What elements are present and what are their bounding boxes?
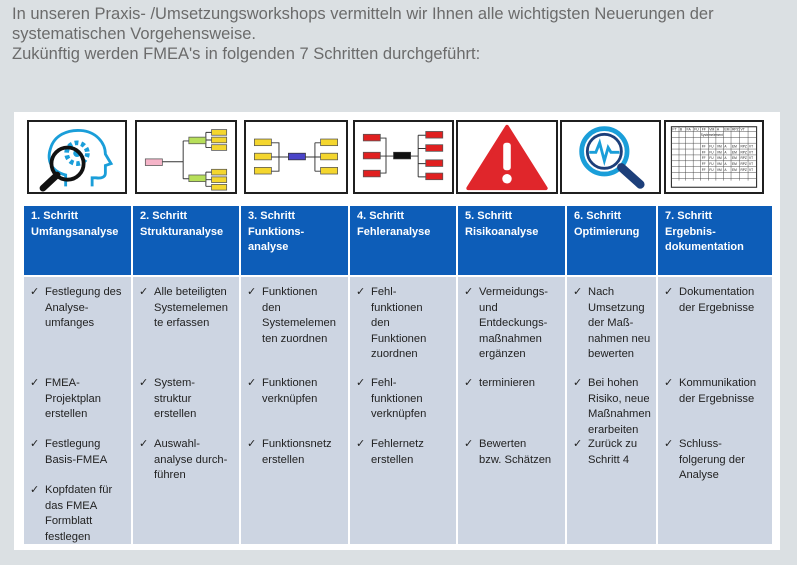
step-item-line: System-	[154, 377, 196, 389]
step-item-text	[262, 285, 346, 347]
form-label: RPZ	[740, 144, 747, 149]
form-label: VT	[749, 156, 754, 161]
intro-text	[12, 4, 792, 64]
step-item-line: Analyse	[679, 469, 719, 481]
step-item-line: Funktionen	[262, 377, 318, 389]
step-header-line: Ergebnis-	[665, 225, 716, 238]
step-header-line: Strukturanalyse	[140, 225, 224, 238]
step-item-line: Umsetzung	[588, 301, 645, 314]
checkmark-icon: ✓	[356, 377, 366, 389]
step-item-line: Schluss-	[679, 438, 722, 450]
step-item-line: Auswahl-	[154, 438, 201, 450]
step-header-line: 3. Schritt	[248, 210, 296, 222]
warning-triangle-icon	[456, 120, 558, 194]
step-item-text	[371, 437, 454, 468]
optimization-magnifier-icon	[560, 120, 661, 194]
step-item-text	[262, 376, 346, 407]
step-item-text	[479, 437, 563, 468]
step-item-line: festlegen	[45, 530, 91, 543]
intro-line-2: systematischen Vorgehensweise.	[12, 25, 256, 43]
fmea-form-icon	[664, 120, 764, 194]
step-item-line: Vermeidungs-	[479, 286, 549, 298]
step-column-1	[24, 206, 131, 544]
step-item-line: Funktionsnetz	[262, 438, 332, 450]
form-label: B	[679, 127, 683, 132]
step-header-6	[567, 206, 656, 275]
checkmark-icon: ✓	[139, 438, 149, 450]
checkmark-icon: ✓	[664, 438, 674, 450]
step-item-line: Projektplan	[45, 392, 101, 405]
step-header-7	[658, 206, 772, 275]
step-item-text	[45, 376, 129, 423]
form-label: RPZ	[740, 167, 747, 172]
form-label: VM	[716, 156, 722, 161]
form-label: FU	[709, 162, 714, 167]
step-item-text	[371, 285, 454, 363]
step-item-text	[371, 376, 454, 423]
form-label: A	[716, 127, 720, 132]
checkmark-icon: ✓	[573, 286, 583, 298]
step-body-3	[241, 277, 348, 544]
step-body-6	[567, 277, 656, 544]
step-item-line: Schritt 4	[588, 453, 630, 466]
form-label: RPZ	[740, 150, 747, 155]
step-item-text	[45, 437, 129, 468]
step-item-line: folgerung der	[679, 453, 745, 466]
step-item-line: Festlegung des	[45, 286, 122, 298]
checkmark-icon: ✓	[664, 377, 674, 389]
step-item-line: maßnahmen	[479, 332, 542, 345]
form-label: FF	[701, 144, 706, 149]
step-item-line: Festlegung	[45, 438, 101, 450]
step-header-line: 2. Schritt	[140, 210, 188, 222]
step-header-5	[458, 206, 565, 275]
checkmark-icon: ✓	[664, 286, 674, 298]
form-label: VT	[749, 150, 754, 155]
step-item-line: verknüpfen	[371, 408, 427, 420]
step-item-line: Systemelemen	[262, 317, 336, 329]
form-label: EM	[731, 150, 737, 155]
step-item-text	[679, 437, 770, 484]
form-label: FU	[694, 127, 699, 132]
checkmark-icon: ✓	[247, 438, 257, 450]
step-item-line: ten zuordnen	[262, 332, 328, 345]
step-item-line: zuordnen	[371, 348, 418, 360]
form-label: FF	[701, 156, 706, 161]
form-label: FU	[709, 156, 714, 161]
checkmark-icon: ✓	[139, 377, 149, 389]
step-header-line: 6. Schritt	[574, 210, 622, 222]
step-item-line: FMEA-	[45, 377, 80, 389]
checkmark-icon: ✓	[464, 286, 474, 298]
step-header-line: 5. Schritt	[465, 210, 513, 222]
checkmark-icon: ✓	[30, 377, 40, 389]
failure-tree-icon	[353, 120, 454, 194]
intro-line-3: Zukünftig werden FMEA's in folgenden 7 Schritten durchgeführt:	[12, 45, 481, 63]
step-header-line: Risikoanalyse	[465, 225, 539, 238]
step-body-2	[133, 277, 239, 544]
form-label: A	[724, 162, 727, 167]
step-body-1	[24, 277, 131, 544]
step-item-line: den	[262, 301, 281, 314]
step-item-line: Funktionen	[371, 332, 427, 345]
step-item-line: Systemelemen	[154, 301, 228, 314]
form-label: VM	[716, 144, 722, 149]
step-item-line: Bei hohen	[588, 377, 639, 389]
step-item-line: der Maß-	[588, 317, 634, 329]
step-item-line: Entdeckungs-	[479, 317, 548, 329]
step-item-line: Nach	[588, 286, 615, 298]
form-label: FT	[672, 127, 677, 132]
form-label: RPZ	[731, 127, 739, 132]
form-label: FF	[701, 167, 706, 172]
checkmark-icon: ✓	[30, 286, 40, 298]
form-label: EM	[724, 127, 730, 132]
step-header-line: 1. Schritt	[31, 210, 79, 222]
step-item-line: Maßnahmen	[588, 408, 651, 420]
form-label: FF	[701, 150, 706, 155]
step-column-2	[133, 206, 239, 544]
checkmark-icon: ✓	[247, 286, 257, 298]
step-item-line: und	[479, 301, 498, 314]
step-body-7	[658, 277, 772, 544]
step-item-line: Dokumentation	[679, 286, 755, 298]
step-item-line: erstellen	[45, 408, 88, 420]
form-label: A	[724, 167, 727, 172]
head-gear-magnifier-icon	[27, 120, 127, 194]
form-label: VT	[749, 167, 754, 172]
form-label: FU	[709, 144, 714, 149]
step-item-line: Analyse-	[45, 301, 89, 314]
step-item-line: führen	[154, 469, 186, 481]
form-label: FF	[701, 162, 706, 167]
step-item-line: Formblatt	[45, 515, 93, 527]
function-tree-icon	[244, 120, 348, 194]
step-item-line: Alle beteiligten	[154, 286, 227, 298]
form-label: FF	[701, 127, 706, 132]
step-item-line: der Ergebnisse	[679, 392, 755, 405]
checkmark-icon: ✓	[30, 438, 40, 450]
step-item-line: Kommunikation	[679, 377, 757, 389]
step-item-line: Bewerten	[479, 438, 527, 450]
step-item-text	[154, 376, 237, 423]
intro-line-1: In unseren Praxis- /Umsetzungsworkshops vermitteln wir Ihnen alle wichtigsten Neuerungen der	[12, 5, 714, 23]
step-item-line: funktionen	[371, 392, 423, 405]
checkmark-icon: ✓	[464, 377, 474, 389]
step-column-7	[658, 206, 772, 544]
step-item-line: terminieren	[479, 377, 535, 389]
form-label: A	[724, 144, 727, 149]
step-item-line: Kopfdaten für	[45, 484, 113, 496]
checkmark-icon: ✓	[573, 438, 583, 450]
step-column-4	[350, 206, 456, 544]
step-item-line: struktur	[154, 392, 192, 405]
checkmark-icon: ✓	[573, 377, 583, 389]
step-item-text	[588, 376, 654, 438]
step-item-line: te erfassen	[154, 317, 210, 329]
step-body-5	[458, 277, 565, 544]
step-item-line: Basis-FMEA	[45, 453, 108, 466]
step-header-line: Funktions-	[248, 225, 305, 238]
step-item-text	[479, 285, 563, 363]
form-label: EM	[731, 156, 737, 161]
form-label: VT	[740, 127, 745, 132]
step-column-6	[567, 206, 656, 544]
form-label: VM	[716, 167, 722, 172]
form-label: VT	[749, 144, 754, 149]
form-label: RPZ	[740, 162, 747, 167]
step-item-text	[679, 285, 770, 316]
checkmark-icon: ✓	[464, 438, 474, 450]
step-item-text	[588, 285, 654, 363]
form-label: VT	[749, 162, 754, 167]
form-label: Systemelement	[700, 133, 723, 138]
fmea-steps-diagram	[14, 112, 780, 550]
step-item-line: verknüpfen	[262, 392, 318, 405]
step-header-line: Fehleranalyse	[357, 225, 431, 238]
form-label: VM	[716, 162, 722, 167]
checkmark-icon: ✓	[356, 438, 366, 450]
step-item-text	[262, 437, 346, 468]
step-item-line: Zurück zu	[588, 438, 638, 450]
step-item-line: erstellen	[262, 453, 305, 466]
step-item-text	[479, 376, 563, 392]
step-item-line: Funktionen	[262, 286, 318, 298]
step-header-line: analyse	[248, 241, 289, 253]
step-item-line: Fehlernetz	[371, 438, 424, 450]
form-label: EM	[731, 167, 737, 172]
step-header-4	[350, 206, 456, 275]
step-column-5	[458, 206, 565, 544]
form-label: VM	[716, 150, 722, 155]
form-label: A	[724, 150, 727, 155]
step-item-text	[45, 285, 129, 332]
form-label: A	[724, 156, 727, 161]
step-body-4	[350, 277, 456, 544]
step-header-line: dokumentation	[665, 241, 744, 253]
step-item-line: bewerten	[588, 348, 635, 360]
form-label: VM	[709, 127, 715, 132]
step-header-2	[133, 206, 239, 275]
step-header-line: 7. Schritt	[665, 210, 713, 222]
checkmark-icon: ✓	[356, 286, 366, 298]
form-label: FU	[709, 150, 714, 155]
step-header-1	[24, 206, 131, 275]
step-item-text	[154, 285, 237, 332]
step-item-line: erarbeiten	[588, 423, 639, 436]
checkmark-icon: ✓	[30, 484, 40, 496]
step-header-line: Umfangsanalyse	[31, 225, 119, 238]
checkmark-icon: ✓	[247, 377, 257, 389]
step-item-text	[45, 483, 129, 545]
step-item-line: der Ergebnisse	[679, 301, 755, 314]
form-label: EM	[731, 162, 737, 167]
step-item-line: das FMEA	[45, 499, 98, 512]
step-item-line: Fehl-	[371, 286, 397, 298]
step-item-line: umfanges	[45, 317, 95, 329]
structure-tree-icon	[135, 120, 237, 194]
step-item-line: bzw. Schätzen	[479, 453, 552, 466]
step-column-3	[241, 206, 348, 544]
step-header-3	[241, 206, 348, 275]
form-label: EM	[731, 144, 737, 149]
step-item-line: nahmen neu	[588, 332, 651, 345]
form-label: RPZ	[740, 156, 747, 161]
step-item-line: erstellen	[371, 453, 414, 466]
step-item-line: funktionen	[371, 301, 423, 314]
step-item-text	[588, 437, 654, 468]
form-label: FA	[686, 127, 691, 132]
step-item-line: Risiko, neue	[588, 392, 650, 405]
step-item-line: analyse durch-	[154, 453, 228, 466]
step-header-line: Optimierung	[574, 225, 640, 238]
step-item-line: Fehl-	[371, 377, 397, 389]
step-item-line: den	[371, 317, 390, 329]
step-item-line: erstellen	[154, 408, 197, 420]
step-item-line: ergänzen	[479, 348, 526, 360]
checkmark-icon: ✓	[139, 286, 149, 298]
step-item-text	[154, 437, 237, 484]
step-header-line: 4. Schritt	[357, 210, 405, 222]
step-item-text	[679, 376, 770, 407]
form-label: FU	[709, 167, 714, 172]
